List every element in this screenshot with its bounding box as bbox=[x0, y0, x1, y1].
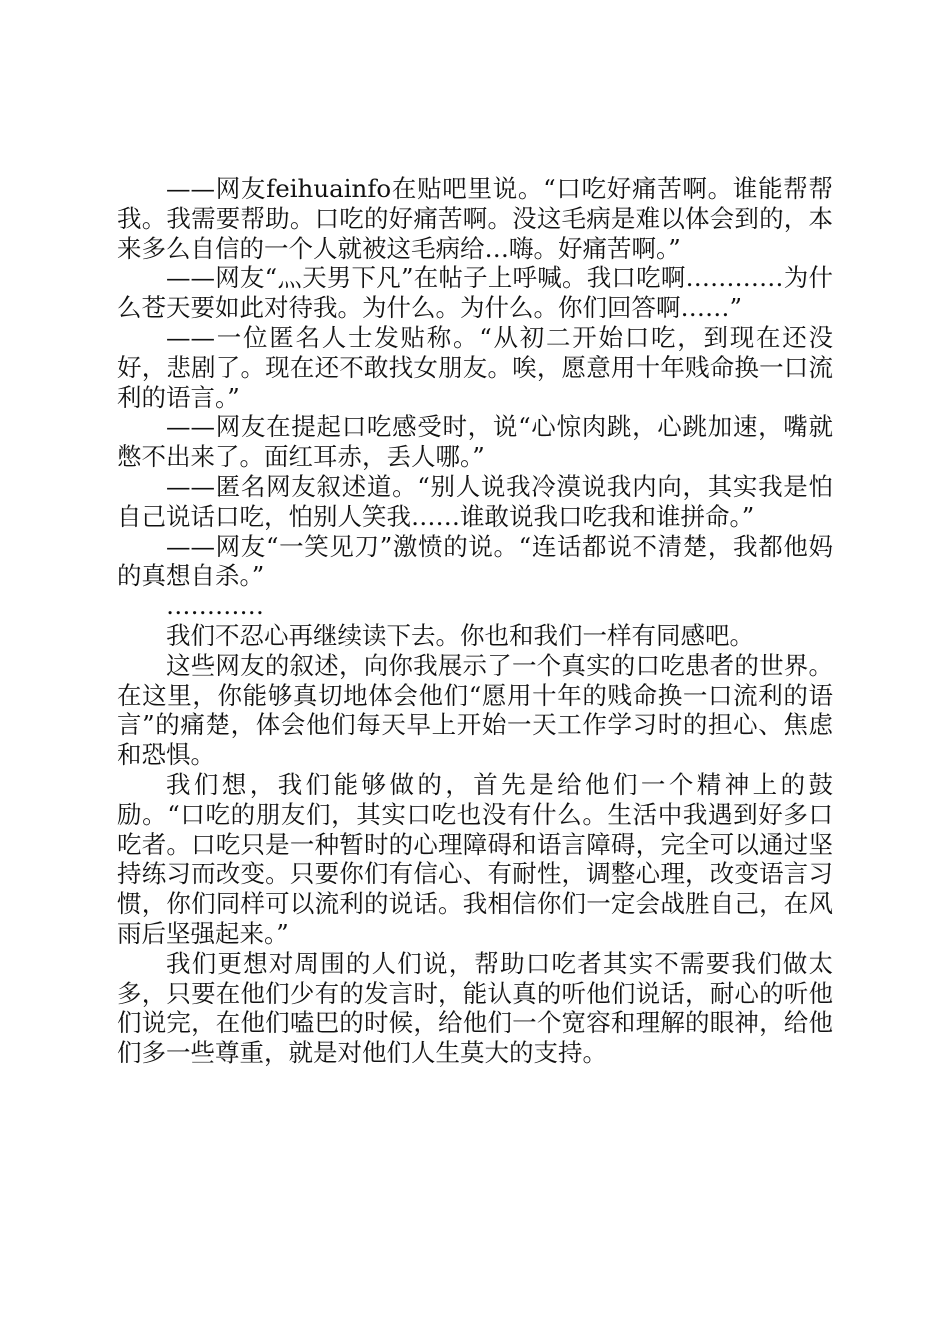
paragraph: ——网友“灬天男下凡”在帖子上呼喊。我口吃啊…………为什么苍天要如此对待我。为什么。为什么。你们回答啊……” bbox=[117, 263, 833, 323]
paragraph: ——一位匿名人士发贴称。“从初二开始口吃，到现在还没好，悲剧了。现在还不敢找女朋友。唉，愿意用十年贱命换一口流利的语言。” bbox=[117, 322, 833, 412]
paragraph: 我们想，我们能够做的，首先是给他们一个精神上的鼓励。“口吃的朋友们，其实口吃也没有什么。生活中我遇到好多口吃者。口吃只是一种暂时的心理障碍和语言障碍，完全可以通过坚持练习而改变。只要你们有信心、有耐性，调整心理，改变语言习惯，你们同样可以流利的说话。我相信你们一定会战胜自己，在风雨后坚强起来。” bbox=[117, 769, 833, 948]
paragraph: ——网友在提起口吃感受时，说“心惊肉跳，心跳加速，嘴就憋不出来了。面红耳赤，丢人哪。” bbox=[117, 412, 833, 472]
paragraph: 我们不忍心再继续读下去。你也和我们一样有同感吧。 bbox=[166, 620, 754, 650]
paragraph: ——网友feihuainfo在贴吧里说。“口吃好痛苦啊。谁能帮帮我。我需要帮助。口吃的好痛苦啊。没这毛病是难以体会到的，本来多么自信的一个人就被这毛病给…嗨。好痛苦啊。” bbox=[117, 174, 833, 263]
document-body bbox=[117, 174, 833, 1068]
paragraph: ——匿名网友叙述道。“别人说我冷漠说我内向，其实我是怕自己说话口吃，怕别人笑我……谁敢说我口吃我和谁拼命。” bbox=[117, 471, 833, 531]
paragraph: 我们更想对周围的人们说，帮助口吃者其实不需要我们做太多，只要在他们少有的发言时，能认真的听他们说话，耐心的听他们说完，在他们嗑巴的时候，给他们一个宽容和理解的眼神，给他们多一些尊重，就是对他们人生莫大的支持。 bbox=[117, 948, 833, 1068]
paragraph: ——网友“一笑见刀”激愤的说。“连话都说不清楚，我都他妈的真想自杀。” bbox=[117, 531, 833, 591]
ellipsis-separator: ………… bbox=[166, 591, 264, 621]
paragraph: 这些网友的叙述，向你我展示了一个真实的口吃患者的世界。在这里，你能够真切地体会他们“愿用十年的贱命换一口流利的语言”的痛楚，体会他们每天早上开始一天工作学习时的担心、焦虑和恐惧。 bbox=[117, 650, 833, 770]
